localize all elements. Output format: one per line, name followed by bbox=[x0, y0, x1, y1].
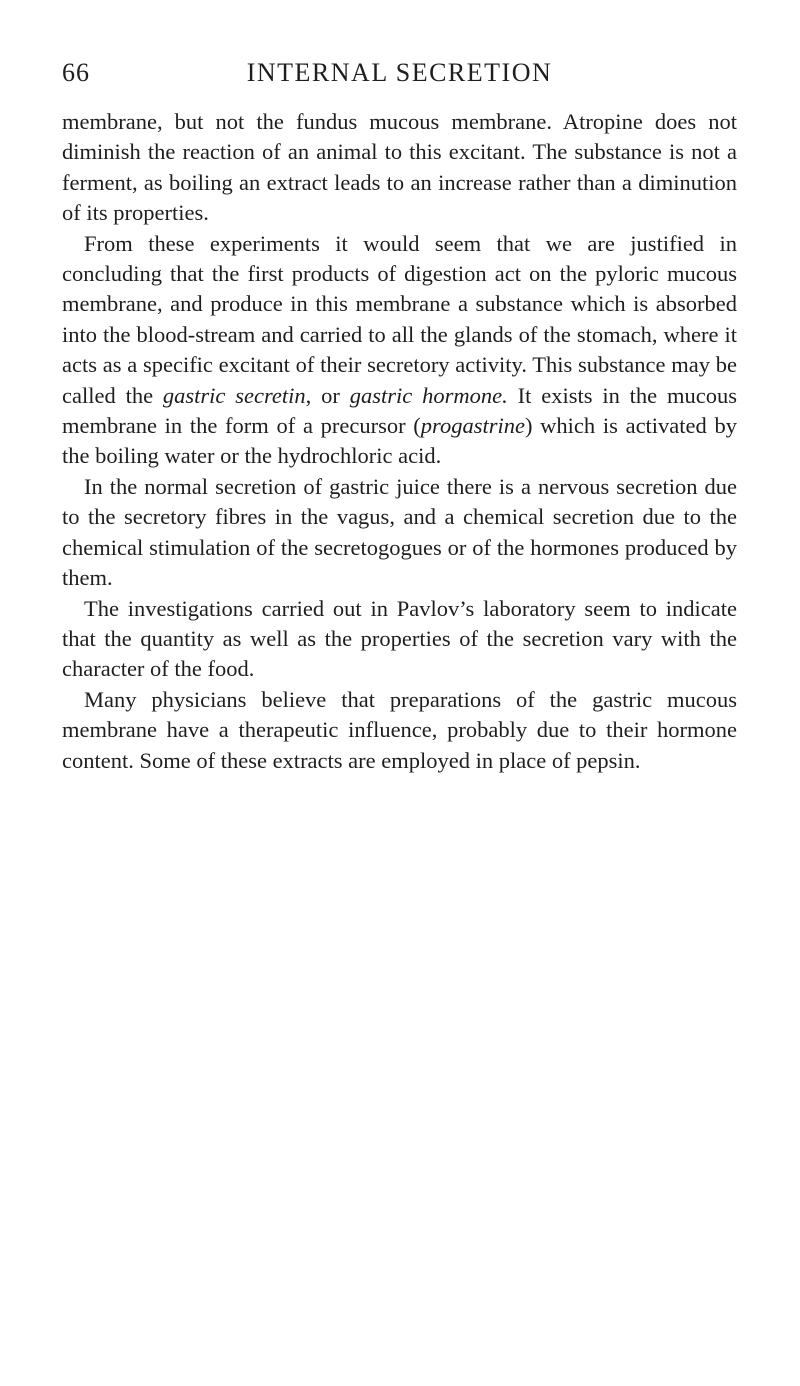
paragraph bbox=[62, 229, 737, 472]
paragraph bbox=[62, 685, 737, 776]
paragraph-text: membrane, but not the fundus mucous membrane. Atropine does not diminish the reaction of an animal to this excitant. The substance is not a ferment, as boiling an extract leads to an increase rather than a diminution of its properties. bbox=[62, 109, 737, 226]
italic-term: progastrine bbox=[420, 413, 525, 439]
page-number: 66 bbox=[62, 58, 90, 87]
paragraph bbox=[62, 594, 737, 685]
paragraph-text: The investigations carried out in Pavlov’s laboratory seem to indicate that the quantity as well as the properties of the secretion vary with the character of the food. bbox=[62, 595, 737, 682]
body-text bbox=[62, 107, 737, 776]
paragraph-text: In the normal secretion of gastric juice there is a nervous secretion due to the secretory fibres in the vagus, and a chemical secretion due to the chemical stimulation of the secretogogues or of the hormones produced by them. bbox=[62, 473, 737, 591]
paragraph-text: It exists in the mucous membrane in the form of a precursor ( bbox=[62, 382, 738, 439]
paragraph bbox=[62, 472, 737, 594]
running-head bbox=[62, 58, 737, 98]
italic-term: gastric secretin bbox=[162, 382, 306, 408]
paragraph-text: From these experiments it would seem that we are justified in concluding that the first products of digestion act on the pyloric mucous membrane, and produce in this membrane a substance which is absorbed into the blood-stream and carried to all the glands of the stomach, where it acts as a specific excitant of their secretory activity. This substance may be called the bbox=[62, 230, 737, 408]
italic-term: gastric hormone. bbox=[349, 382, 508, 408]
paragraph-text: , or bbox=[305, 382, 350, 408]
paragraph-text: ) which is activated by the boiling water or the hydrochloric acid. bbox=[62, 413, 737, 469]
paragraph-text: Many physicians believe that preparations of the gastric mucous membrane have a therapeutic influence, probably due to their hormone content. Some of these extracts are employed in place of pepsin. bbox=[62, 686, 737, 773]
running-title: INTERNAL SECRETION bbox=[246, 58, 553, 87]
paragraph bbox=[62, 107, 737, 229]
